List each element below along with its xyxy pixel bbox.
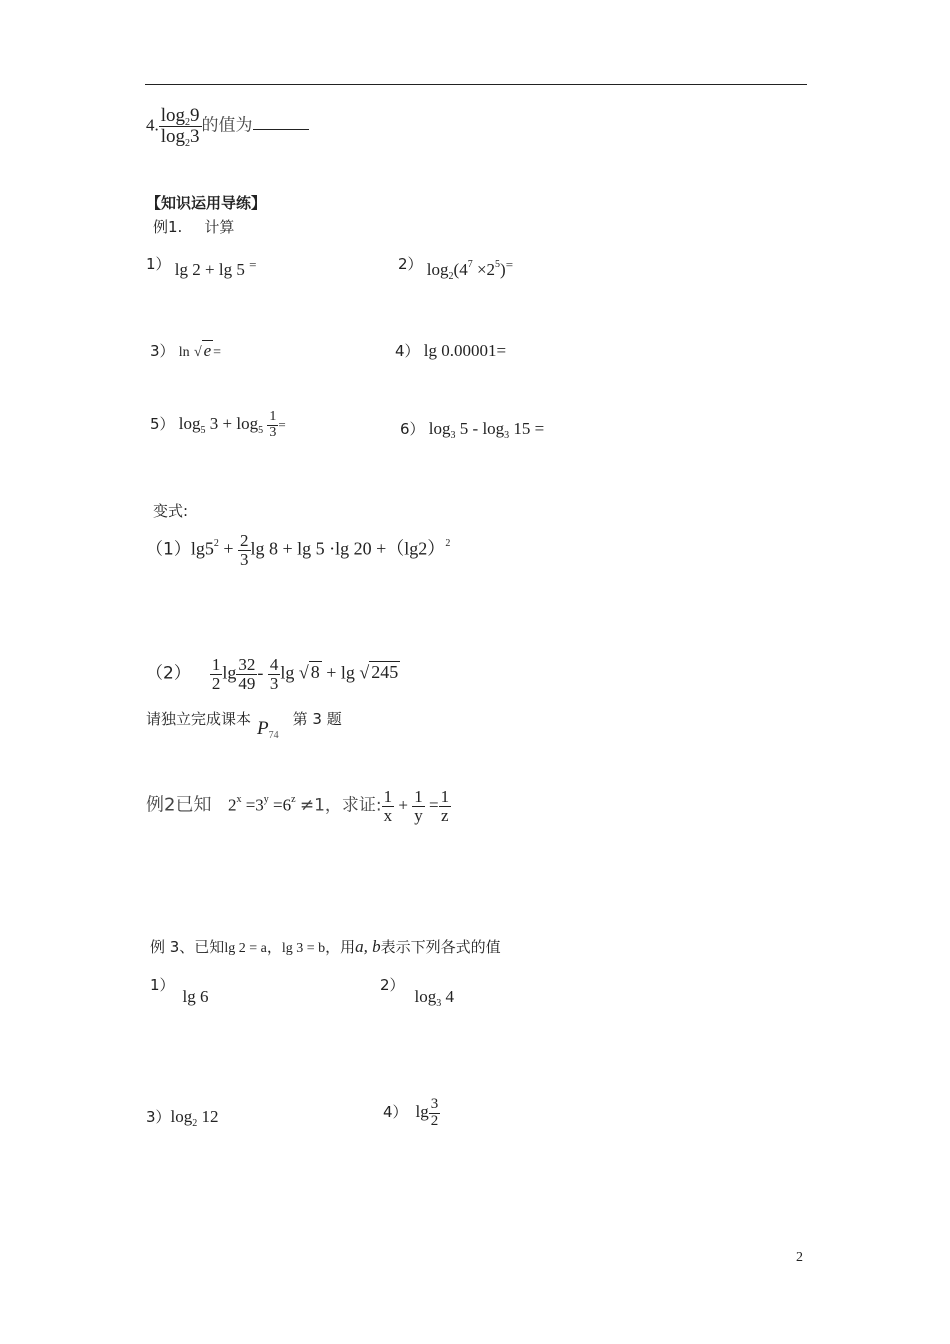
section-title: 【知识运用导练】 bbox=[146, 194, 267, 212]
example-1-header: 例1. 计算 bbox=[153, 218, 235, 236]
ex1-item-1: 1） lg 2 + lg 5 = bbox=[146, 255, 257, 279]
ex3-item-1: 1）lg 6 bbox=[150, 976, 209, 1006]
variant-label: 变式: bbox=[153, 502, 189, 520]
ex3-item-3: $3)\log_2$ 12 bbox=[146, 1107, 219, 1129]
header-rule bbox=[145, 84, 807, 85]
page-number: 2 bbox=[796, 1250, 803, 1265]
ex1-item-5: 5） $\log_5 3 + \log_5$ $\frac{1}{3}$ = bbox=[150, 409, 286, 440]
q4-fraction: $\frac{\log_29}{\log_23}$ bbox=[160, 105, 200, 149]
variant-2: （2） $\frac{1}{2}$ lg $\frac{32}{49}$ - $\frac{4}{3}$ lg √ 8 + lg √ 245 bbox=[146, 655, 399, 693]
example-2: 例2已知 $2^x =3^y =6^z \ne 1$，求证: $\frac{1}{x}$ + $\frac{1}{y}$ = $\frac{1}{z}$ bbox=[146, 787, 450, 825]
example-3-intro: 例 3、已知lg 2 = a，lg 3 = b，用a, b表示下列各式的值 bbox=[150, 937, 501, 956]
ex1-item-3: 3） ln √ e = bbox=[150, 341, 222, 360]
textbook-instruction: 请独立完成课本 $P_{74}$第 3 题 bbox=[146, 710, 342, 741]
ex1-item-2: 2） $\log_2(4^7 \times 2^5)=$ bbox=[398, 255, 514, 282]
answer-blank[interactable] bbox=[253, 115, 309, 130]
variant-1: $(1)\lg 5^2$ + $\frac{2}{3}$ lg 8 + lg 5 ·lg $20 +(\lg 2)^2$ bbox=[146, 531, 451, 569]
question-4: 4. $\frac{\log_29}{\log_23}$ 的值为 bbox=[146, 106, 309, 147]
ex3-item-2: $2)\log_3$ 4 bbox=[380, 976, 455, 1009]
ex3-item-4: 4） lg $\frac{3}{2}$ bbox=[383, 1096, 439, 1129]
ex1-item-4: 4） lg 0.00001= bbox=[395, 341, 507, 360]
ex1-item-6: 6） $\log_3 5 - \log_3 15$ = bbox=[400, 419, 545, 441]
